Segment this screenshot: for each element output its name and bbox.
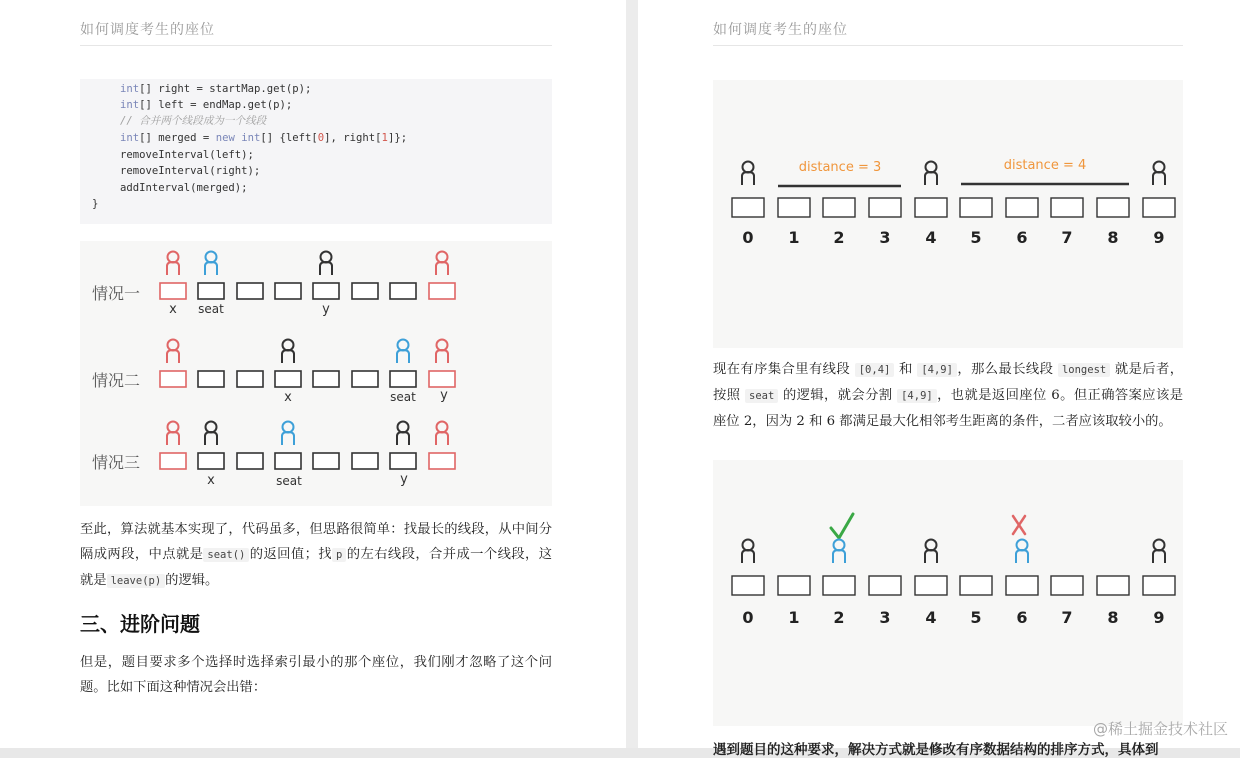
cases-diagram	[80, 241, 552, 506]
person-icon	[282, 340, 294, 364]
person-icon	[205, 252, 217, 276]
header-divider	[713, 45, 1183, 46]
seat-number: 0	[742, 228, 754, 247]
seat-number: 2	[833, 608, 845, 627]
seat-box	[198, 371, 224, 387]
right-page	[638, 0, 1240, 758]
person-icon	[436, 252, 448, 276]
seat-number: 7	[1061, 228, 1073, 247]
text-run: 现在有序集合里有线段	[713, 362, 851, 377]
seat-box	[823, 576, 855, 595]
person-icon	[436, 340, 448, 364]
text-run: ，也就是返回座位 6。但正确答案应该是座位 2，因为 2 和 6 都满足最大化相邻考生距离的条件，二者应该取较小的。	[713, 388, 1183, 429]
inline-code: longest	[1058, 363, 1110, 377]
seat-box	[237, 283, 263, 299]
seat-box	[915, 198, 947, 217]
seat-number: 8	[1107, 228, 1119, 247]
seat-number: 3	[879, 608, 891, 627]
distance-figure	[713, 80, 1183, 348]
distance-label-left: distance = 3	[798, 160, 882, 175]
inline-code: [0,4]	[855, 363, 895, 377]
left-page	[0, 0, 626, 748]
seat-box	[869, 198, 901, 217]
code-line: addInterval(merged);	[120, 182, 248, 194]
seat-box	[237, 453, 263, 469]
seat-box	[1051, 198, 1083, 217]
inline-code: p	[332, 548, 346, 562]
seat-box	[429, 283, 455, 299]
header-divider	[80, 45, 552, 46]
seat-box	[275, 371, 301, 387]
label-x: x	[207, 473, 215, 488]
person-icon	[1153, 540, 1165, 564]
seat-number: 2	[833, 228, 845, 247]
person-icon	[1153, 162, 1165, 186]
seat-row-2	[160, 340, 455, 388]
seat-box	[237, 371, 263, 387]
seat-box	[1051, 576, 1083, 595]
text-run: 至此，算法就基本实现了，代码虽多，但思路很简单：找最长的线段，从中间分隔成两段，中点就是	[80, 522, 552, 562]
person-icon	[205, 422, 217, 446]
seat-box	[429, 371, 455, 387]
cases-figure	[80, 241, 552, 506]
seat-number: 8	[1107, 608, 1119, 627]
person-icon	[925, 540, 937, 564]
seat-box	[313, 283, 339, 299]
cross-icon	[1013, 516, 1025, 534]
seat-number: 1	[788, 608, 800, 627]
label-seat: seat	[390, 390, 416, 404]
person-icon	[1016, 540, 1028, 564]
seat-row-3	[160, 422, 455, 470]
seat-box	[823, 198, 855, 217]
seat-box	[1006, 198, 1038, 217]
case-label-3: 情况三	[92, 453, 141, 472]
seat-box	[313, 453, 339, 469]
seat-box	[1006, 576, 1038, 595]
seat-number: 6	[1016, 228, 1028, 247]
seat-box	[352, 371, 378, 387]
inline-code: [4,9]	[897, 389, 937, 403]
case-label-2: 情况二	[92, 371, 141, 390]
paragraph-explanation	[713, 357, 1183, 434]
text-run: 的逻辑。	[165, 573, 219, 588]
inline-code: seat()	[203, 548, 249, 562]
page-header: 如何调度考生的座位	[713, 22, 848, 38]
person-icon	[436, 422, 448, 446]
seat-number: 3	[879, 228, 891, 247]
person-icon	[925, 162, 937, 186]
inline-code: [4,9]	[917, 363, 957, 377]
person-icon	[397, 422, 409, 446]
seat-box	[1097, 576, 1129, 595]
label-seat: seat	[198, 302, 224, 316]
seat-box	[352, 453, 378, 469]
watermark: @稀土掘金技术社区	[1092, 720, 1228, 738]
label-seat: seat	[276, 474, 302, 488]
seat-box	[390, 371, 416, 387]
section-heading: 三、进阶问题	[80, 612, 200, 636]
seat-box	[778, 198, 810, 217]
seat-number: 9	[1153, 608, 1165, 627]
seat-box	[390, 453, 416, 469]
seat-row-1	[160, 252, 455, 300]
seat-box	[160, 371, 186, 387]
code-comment: // 合并两个线段成为一个线段	[120, 115, 267, 127]
seat-box	[915, 576, 947, 595]
seat-box	[160, 453, 186, 469]
person-icon	[167, 252, 179, 276]
seat-box	[198, 283, 224, 299]
label-x: x	[169, 302, 177, 317]
person-icon	[397, 340, 409, 364]
person-icon	[167, 340, 179, 364]
choice-diagram	[713, 460, 1183, 726]
page-gap	[626, 0, 638, 748]
seat-box	[1097, 198, 1129, 217]
check-icon	[831, 514, 853, 538]
person-icon	[833, 540, 845, 564]
seat-box	[160, 283, 186, 299]
inline-code: leave(p)	[107, 574, 166, 588]
text-run: 和	[898, 362, 913, 377]
distance-label-right: distance = 4	[1003, 158, 1087, 173]
seat-box	[732, 576, 764, 595]
person-icon	[742, 540, 754, 564]
seat-box	[352, 283, 378, 299]
seat-number: 5	[970, 228, 982, 247]
seat-box	[275, 283, 301, 299]
person-icon	[282, 422, 294, 446]
seat-box	[960, 576, 992, 595]
text-run: 的左右线段，合并成一个线段，这就是	[80, 547, 553, 588]
seat-number: 1	[788, 228, 800, 247]
seat-box	[313, 371, 339, 387]
seat-number: 9	[1153, 228, 1165, 247]
code-line: int[] right = startMap.get(p);	[120, 83, 312, 95]
code-line: removeInterval(left);	[120, 149, 254, 161]
case-label-1: 情况一	[92, 284, 141, 303]
label-y: y	[322, 302, 330, 317]
label-y: y	[400, 472, 408, 487]
person-icon	[320, 252, 332, 276]
person-icon	[167, 422, 179, 446]
seat-number: 5	[970, 608, 982, 627]
seat-box	[429, 453, 455, 469]
paragraph-advanced: 但是，题目要求多个选择时选择索引最小的那个座位，我们刚才忽略了这个问题。比如下面这种情况会出错：	[80, 655, 552, 695]
label-x: x	[284, 390, 292, 405]
seat-number: 4	[925, 228, 937, 247]
seat-box	[275, 453, 301, 469]
seat-box	[732, 198, 764, 217]
seat-number: 7	[1061, 608, 1073, 627]
seat-box	[198, 453, 224, 469]
text-run: ，那么最长线段	[956, 362, 1054, 377]
seat-row	[732, 540, 1175, 628]
distance-diagram	[713, 80, 1183, 348]
code-line: int[] left = endMap.get(p);	[120, 99, 293, 111]
inline-code: seat	[745, 389, 778, 403]
seat-box	[869, 576, 901, 595]
seat-number: 4	[925, 608, 937, 627]
text-run: 的返回值；找	[249, 547, 333, 562]
seat-box	[1143, 198, 1175, 217]
code-line: removeInterval(right);	[120, 165, 261, 177]
clipped-paragraph: 遇到题目的这种要求，解决方式就是修改有序数据结构的排序方式，具体到	[713, 742, 1159, 758]
seat-number: 0	[742, 608, 754, 627]
code-block	[80, 79, 552, 224]
seat-number: 6	[1016, 608, 1028, 627]
choice-figure	[713, 460, 1183, 726]
person-icon	[742, 162, 754, 186]
page-header: 如何调度考生的座位	[80, 22, 215, 38]
label-y: y	[440, 388, 448, 403]
code-line: int[] merged = new int[] {left[0], right[1]};	[120, 132, 408, 144]
seat-box	[960, 198, 992, 217]
seat-box	[778, 576, 810, 595]
text-run: 的逻辑，就会分割	[782, 388, 893, 403]
text-run: 就是后者，按照	[713, 362, 1184, 403]
paragraph-summary	[80, 517, 552, 594]
code-line: }	[92, 198, 99, 210]
seat-box	[390, 283, 416, 299]
seat-box	[1143, 576, 1175, 595]
